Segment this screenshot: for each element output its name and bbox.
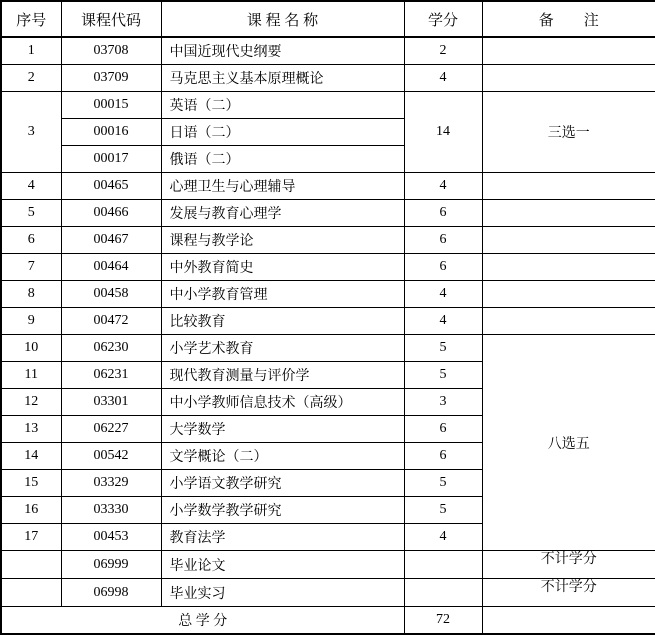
cell-course-code: 06231 — [61, 362, 161, 389]
cell-credits: 4 — [404, 65, 482, 92]
cell-index: 5 — [1, 200, 61, 227]
cell-course-name: 课程与教学论 — [161, 227, 404, 254]
cell-course-code: 00017 — [61, 146, 161, 173]
cell-course-name: 小学数学教学研究 — [161, 497, 404, 524]
table-row — [1, 308, 655, 335]
cell-remarks — [482, 227, 655, 254]
cell-index — [1, 551, 61, 579]
table-row — [1, 37, 655, 65]
cell-remarks — [482, 200, 655, 227]
cell-remarks: 三选一 — [482, 92, 655, 173]
cell-course-name: 小学艺术教育 — [161, 335, 404, 362]
column-header-remarks: 备 注 — [482, 1, 655, 37]
cell-credits: 4 — [404, 524, 482, 551]
cell-course-code: 00458 — [61, 281, 161, 308]
cell-course-name: 现代教育测量与评价学 — [161, 362, 404, 389]
cell-course-name: 中国近现代史纲要 — [161, 37, 404, 65]
cell-course-name: 英语（二） — [161, 92, 404, 119]
cell-course-code: 00464 — [61, 254, 161, 281]
total-label-cell: 总 学 分 — [1, 607, 404, 635]
cell-credits: 6 — [404, 443, 482, 470]
cell-course-name: 发展与教育心理学 — [161, 200, 404, 227]
header-row — [1, 1, 655, 37]
cell-course-name: 日语（二） — [161, 119, 404, 146]
table-row — [1, 579, 655, 607]
cell-credits: 5 — [404, 335, 482, 362]
table-row — [1, 227, 655, 254]
cell-index: 17 — [1, 524, 61, 551]
total-row — [1, 607, 655, 635]
cell-course-code: 00015 — [61, 92, 161, 119]
total-remarks-cell — [482, 607, 655, 635]
cell-course-code: 00466 — [61, 200, 161, 227]
cell-index: 3 — [1, 92, 61, 173]
cell-course-code: 06227 — [61, 416, 161, 443]
cell-index: 16 — [1, 497, 61, 524]
cell-index: 4 — [1, 173, 61, 200]
cell-course-name: 中小学教师信息技术（高级） — [161, 389, 404, 416]
cell-credits: 6 — [404, 416, 482, 443]
cell-course-name: 中外教育简史 — [161, 254, 404, 281]
cell-remarks — [482, 37, 655, 65]
cell-credits: 6 — [404, 200, 482, 227]
cell-credits: 4 — [404, 173, 482, 200]
cell-course-code: 00453 — [61, 524, 161, 551]
cell-credits: 6 — [404, 227, 482, 254]
cell-course-name: 中小学教育管理 — [161, 281, 404, 308]
cell-index: 9 — [1, 308, 61, 335]
cell-remarks: 八选五 — [482, 335, 655, 551]
cell-credits: 6 — [404, 254, 482, 281]
table-row — [1, 65, 655, 92]
cell-remarks — [482, 173, 655, 200]
column-header-index: 序号 — [1, 1, 61, 37]
table-row — [1, 254, 655, 281]
cell-credits — [404, 551, 482, 579]
total-credits-cell: 72 — [404, 607, 482, 635]
table-row — [1, 173, 655, 200]
cell-index: 10 — [1, 335, 61, 362]
cell-course-code: 03301 — [61, 389, 161, 416]
cell-course-name: 大学数学 — [161, 416, 404, 443]
cell-index — [1, 579, 61, 607]
cell-course-name: 文学概论（二） — [161, 443, 404, 470]
cell-remarks — [482, 254, 655, 281]
cell-course-name: 毕业实习 — [161, 579, 404, 607]
table-row — [1, 551, 655, 579]
table-row — [1, 335, 655, 362]
cell-course-code: 06999 — [61, 551, 161, 579]
cell-course-code: 06998 — [61, 579, 161, 607]
cell-index: 2 — [1, 65, 61, 92]
table-row — [1, 92, 655, 119]
cell-course-code: 03329 — [61, 470, 161, 497]
cell-credits — [404, 579, 482, 607]
cell-course-code: 00467 — [61, 227, 161, 254]
cell-course-name: 毕业论文 — [161, 551, 404, 579]
cell-course-code: 00542 — [61, 443, 161, 470]
cell-credits: 14 — [404, 92, 482, 173]
cell-remarks — [482, 308, 655, 335]
cell-credits: 2 — [404, 37, 482, 65]
cell-remarks: 不计学分 — [482, 579, 655, 607]
cell-course-code: 03709 — [61, 65, 161, 92]
cell-course-name: 俄语（二） — [161, 146, 404, 173]
cell-index: 11 — [1, 362, 61, 389]
cell-course-code: 06230 — [61, 335, 161, 362]
cell-remarks: 不计学分 — [482, 551, 655, 579]
cell-index: 6 — [1, 227, 61, 254]
cell-course-name: 马克思主义基本原理概论 — [161, 65, 404, 92]
cell-course-code: 00465 — [61, 173, 161, 200]
column-header-course-code: 课程代码 — [61, 1, 161, 37]
column-header-credits: 学分 — [404, 1, 482, 37]
cell-course-name: 心理卫生与心理辅导 — [161, 173, 404, 200]
cell-index: 14 — [1, 443, 61, 470]
cell-index: 13 — [1, 416, 61, 443]
cell-course-code: 00016 — [61, 119, 161, 146]
cell-index: 8 — [1, 281, 61, 308]
cell-credits: 5 — [404, 497, 482, 524]
cell-course-code: 00472 — [61, 308, 161, 335]
table-row — [1, 281, 655, 308]
cell-course-name: 小学语文教学研究 — [161, 470, 404, 497]
cell-credits: 4 — [404, 281, 482, 308]
cell-remarks — [482, 281, 655, 308]
cell-credits: 4 — [404, 308, 482, 335]
cell-index: 7 — [1, 254, 61, 281]
cell-course-name: 教育法学 — [161, 524, 404, 551]
table-row — [1, 200, 655, 227]
cell-credits: 5 — [404, 470, 482, 497]
cell-course-name: 比较教育 — [161, 308, 404, 335]
column-header-course-name: 课 程 名 称 — [161, 1, 404, 37]
cell-course-code: 03708 — [61, 37, 161, 65]
cell-remarks — [482, 65, 655, 92]
cell-index: 1 — [1, 37, 61, 65]
cell-credits: 3 — [404, 389, 482, 416]
cell-course-code: 03330 — [61, 497, 161, 524]
cell-credits: 5 — [404, 362, 482, 389]
cell-index: 15 — [1, 470, 61, 497]
cell-index: 12 — [1, 389, 61, 416]
